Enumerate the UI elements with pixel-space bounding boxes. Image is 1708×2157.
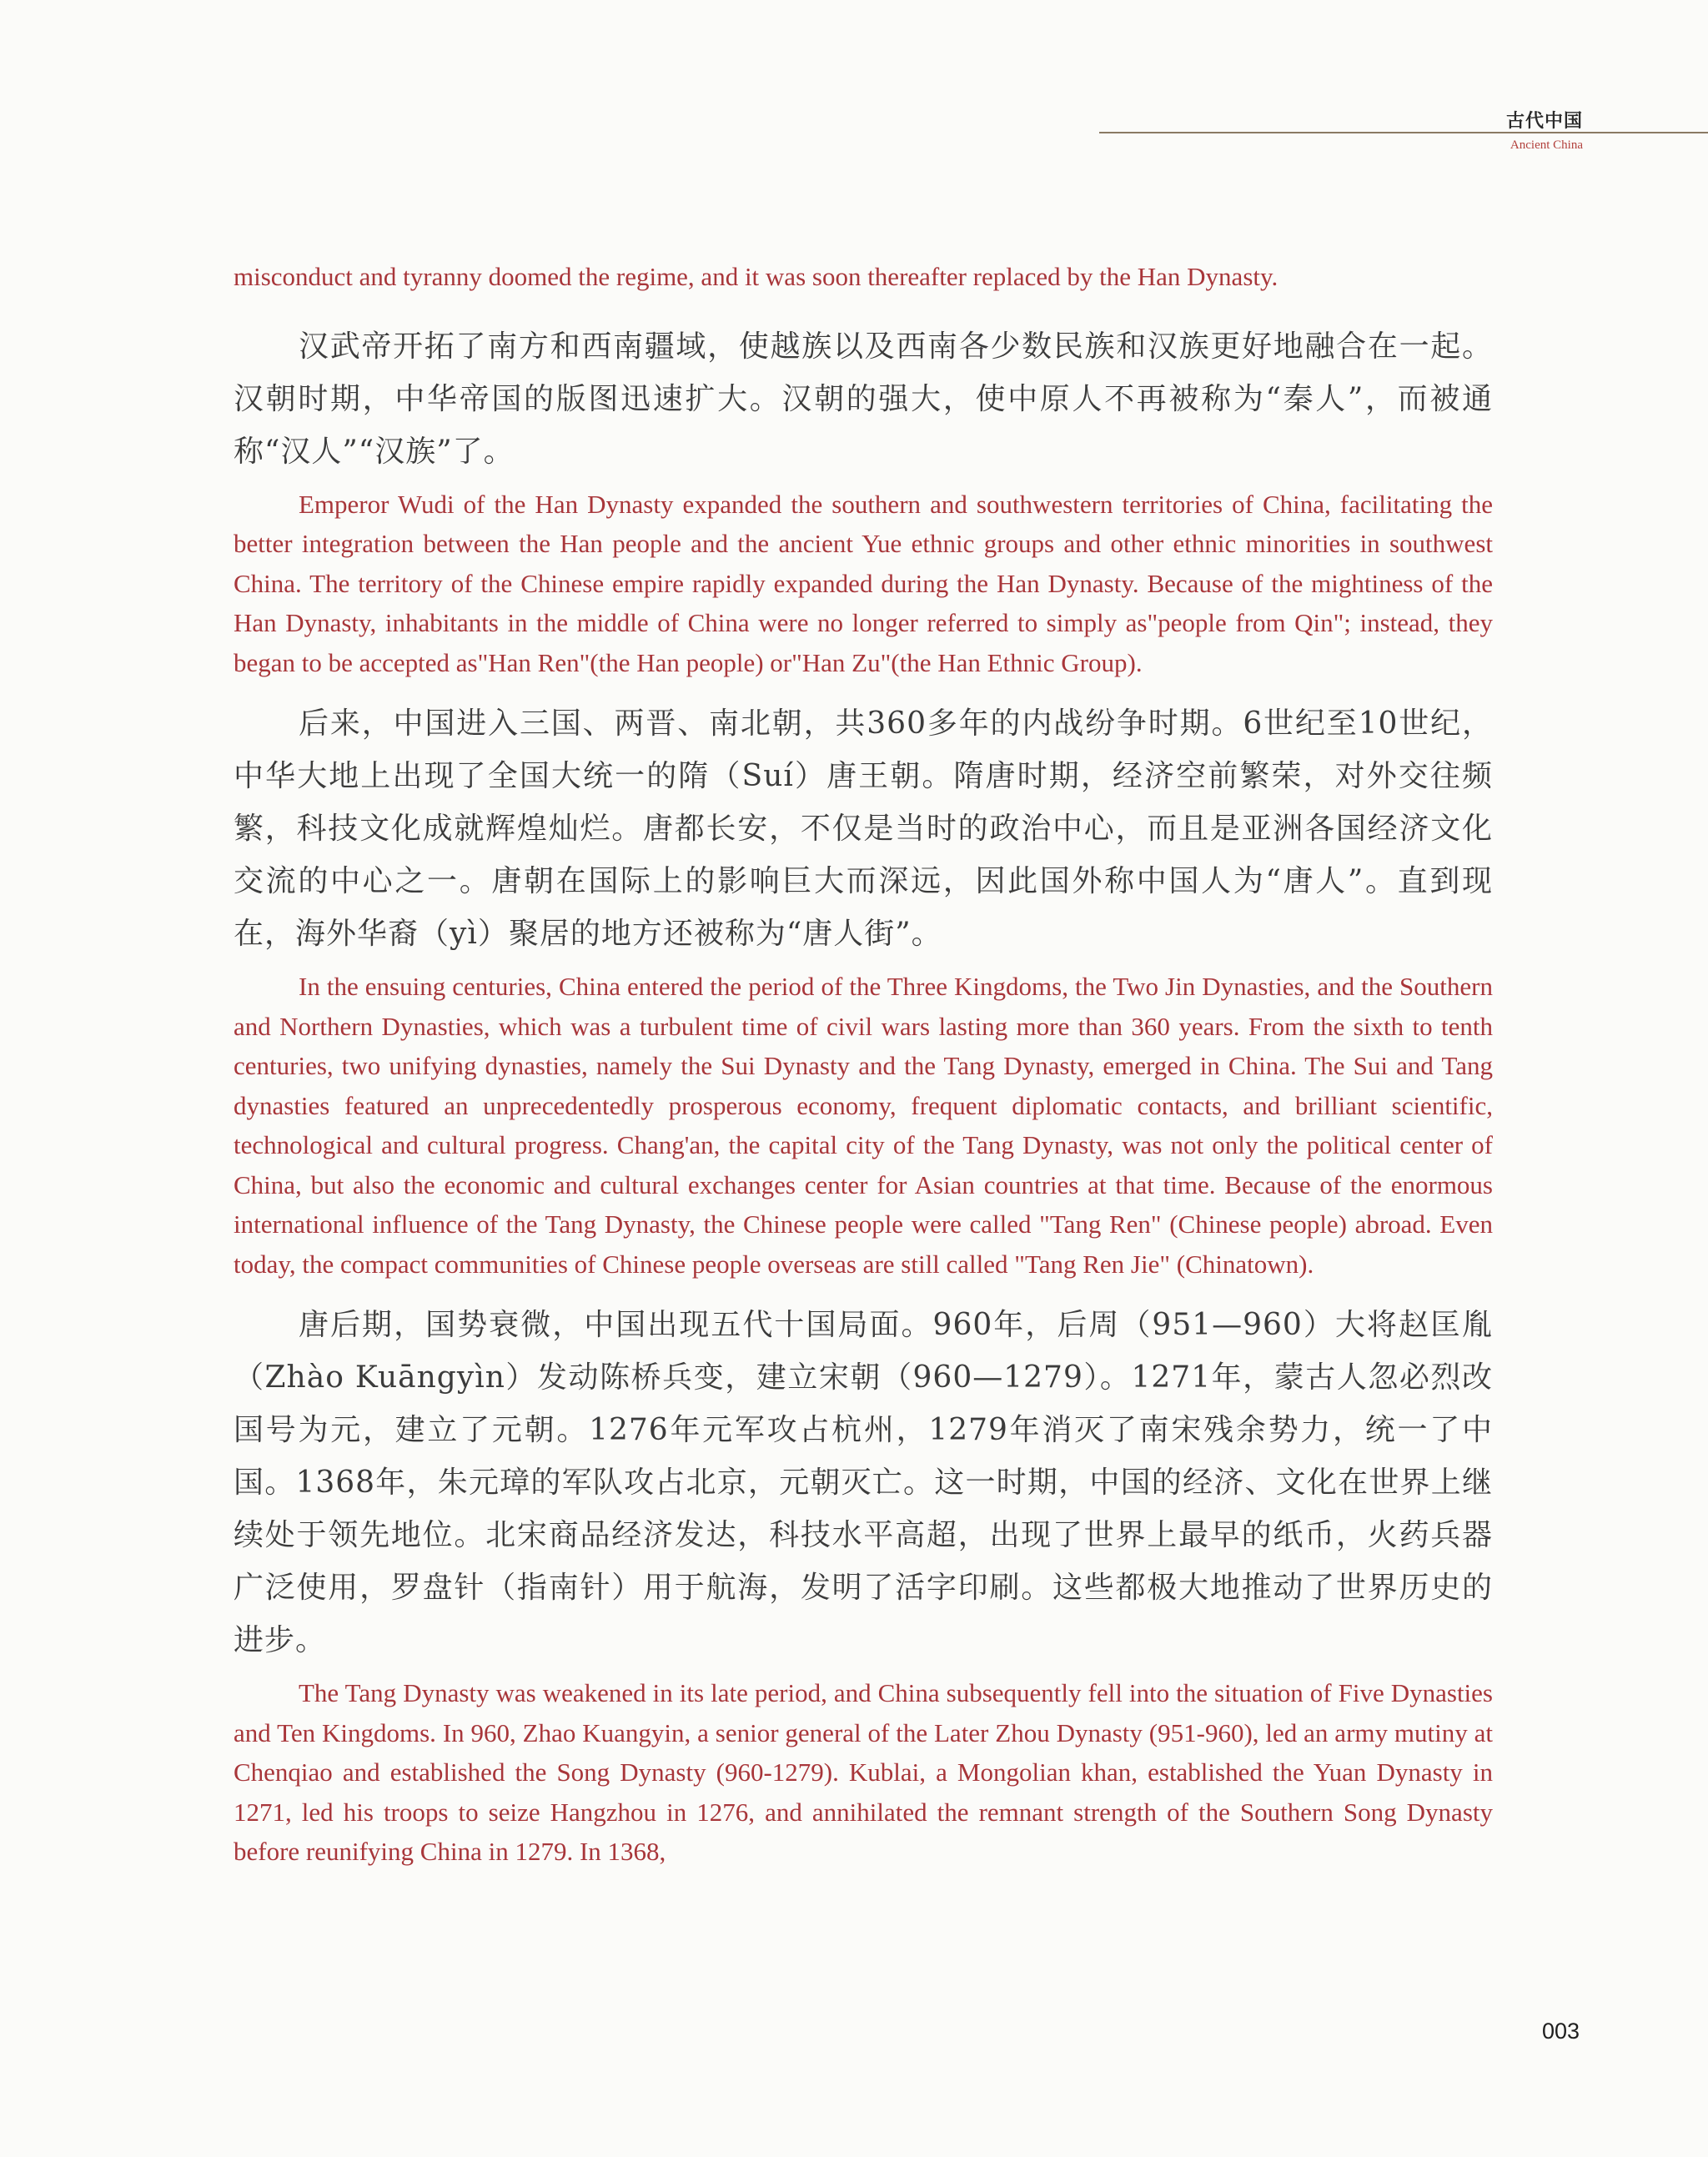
header-subtitle: Ancient China bbox=[1510, 138, 1583, 152]
english-paragraph-continued: misconduct and tyranny doomed the regime, and it was soon thereafter replaced by the Han Dynasty. bbox=[234, 262, 1278, 291]
chinese-paragraph-song-yuan: 唐后期，国势衰微，中国出现五代十国局面。960年，后周（951—960）大将赵匡胤（Zhào Kuāngyìn）发动陈桥兵变，建立宋朝（960—1279）。1271年，蒙古人忽必烈改国号为元，建立了元朝。1276年元军攻占杭州，1279年消灭了南宋残余势力，统一了中国。1368年，朱元璋的军队攻占北京，元朝灭亡。这一时期，中国的经济、文化在世界上继续处于领先地位。北宋商品经济发达，科技水平高超，出现了世界上最早的纸币，火药兵器广泛使用，罗盘针（指南针）用于航海，发明了活字印刷。这些都极大地推动了世界历史的进步。 bbox=[234, 1308, 1493, 1657]
chinese-paragraph-sui-tang: 后来，中国进入三国、两晋、南北朝，共360多年的内战纷争时期。6世纪至10世纪，中华大地上出现了全国大统一的隋（Suí）唐王朝。隋唐时期，经济空前繁荣，对外交往频繁，科技文化成就辉煌灿烂。唐都长安，不仅是当时的政治中心，而且是亚洲各国经济文化交流的中心之一。唐朝在国际上的影响巨大而深远，因此国外称中国人为“唐人”。直到现在，海外华裔（yì）聚居的地方还被称为“唐人街”。 bbox=[234, 706, 1493, 951]
english-paragraph-han-expansion: Emperor Wudi of the Han Dynasty expanded the southern and southwestern territories of China, facilitating the better integration between the Han people and the ancient Yue ethnic groups and other ethnic minorities in southwest China. The territory of the Chinese empire rapidly expanded during the Han Dynasty. Because of the mightiness of the Han Dynasty, inhabitants in the middle of China were no longer referred to simply as"people from Qin"; instead, they began to be accepted as"Han Ren"(the Han people) or"Han Zu"(the Han Ethnic Group). bbox=[234, 489, 1493, 677]
page-number: 003 bbox=[1541, 2019, 1580, 2044]
header-title: 古代中国 bbox=[1505, 110, 1583, 132]
running-header bbox=[1099, 107, 1708, 165]
english-paragraph-sui-tang: In the ensuing centuries, China entered the period of the Three Kingdoms, the Two Jin Dynasties, and the Southern and Northern Dynasties, which was a turbulent time of civil wars lasting more than 360 years. From the sixth to tenth centuries, two unifying dynasties, namely the Sui Dynasty and the Tang Dynasty, emerged in China. The Sui and Tang dynasties featured an unprecedentedly prosperous economy, frequent diplomatic contacts, and brilliant scientific, technological and cultural progress. Chang'an, the capital city of the Tang Dynasty, was not only the political center of China, but also the economic and cultural exchanges center for Asian countries at that time. Because of the enormous international influence of the Tang Dynasty, the Chinese people were called "Tang Ren" (Chinese people) abroad. Even today, the compact communities of Chinese people overseas are still called "Tang Ren Jie" (Chinatown). bbox=[234, 972, 1493, 1279]
header-rule bbox=[1099, 132, 1708, 133]
page-body bbox=[234, 257, 1493, 1872]
english-paragraph-song-yuan: The Tang Dynasty was weakened in its late period, and China subsequently fell into the situation of Five Dynasties and Ten Kingdoms. In 960, Zhao Kuangyin, a senior general of the Later Zhou Dynasty (951-960), led an army mutiny at Chenqiao and established the Song Dynasty (960-1279). Kublai, a Mongolian khan, established the Yuan Dynasty in 1271, led his troops to seize Hangzhou in 1276, and annihilated the remnant strength of the Southern Song Dynasty before reunifying China in 1279. In 1368, bbox=[234, 1678, 1493, 1866]
chinese-paragraph-han-expansion: 汉武帝开拓了南方和西南疆域，使越族以及西南各少数民族和汉族更好地融合在一起。汉朝时期，中华帝国的版图迅速扩大。汉朝的强大，使中原人不再被称为“秦人”，而被通称“汉人”“汉族”了。 bbox=[234, 329, 1493, 469]
